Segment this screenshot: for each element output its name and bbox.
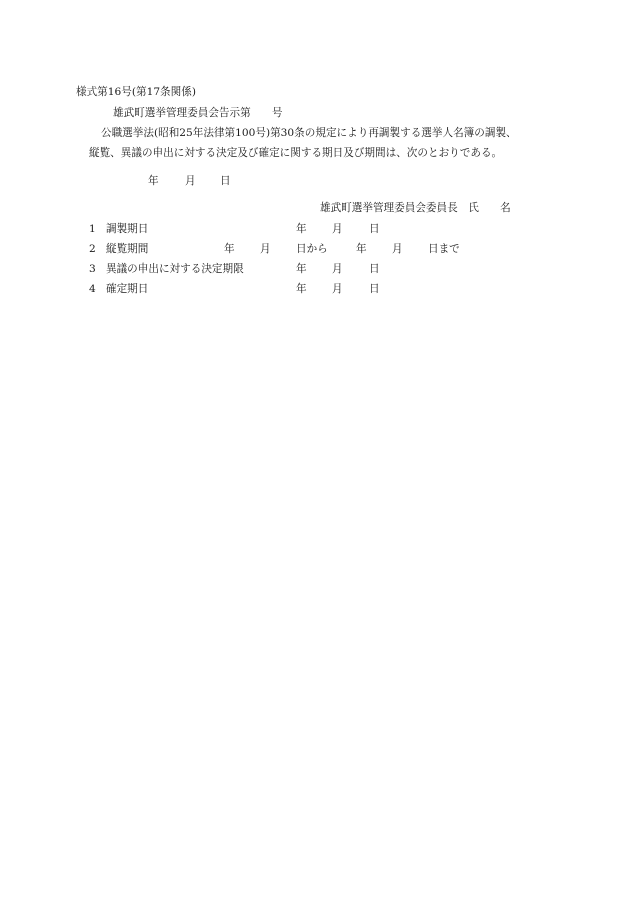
- item-4-number: 4: [89, 283, 96, 295]
- item-2-to-month: 月: [392, 243, 403, 255]
- item-2-from-year: 年: [224, 243, 235, 255]
- item-1-month: 月: [332, 223, 343, 235]
- item-3-day: 日: [369, 263, 380, 275]
- item-1-day: 日: [369, 223, 380, 235]
- body-text-line-1: 公職選挙法(昭和25年法律第100号)第30条の規定により再調製する選挙人名簿の調製、: [101, 127, 517, 139]
- item-3-number: 3: [89, 263, 96, 275]
- item-1-label: 調製期日: [106, 223, 149, 235]
- notice-date-year: 年: [148, 175, 159, 187]
- item-2-label: 縦覧期間: [106, 243, 149, 255]
- item-4-label: 確定期日: [106, 283, 149, 295]
- item-4-year: 年: [296, 283, 307, 295]
- body-text-line-2: 縦覧、異議の申出に対する決定及び確定に関する期日及び期間は、次のとおりである。: [89, 147, 503, 159]
- item-2-from-month: 月: [260, 243, 271, 255]
- notice-date-day: 日: [220, 175, 231, 187]
- item-3-label: 異議の申出に対する決定期限: [106, 263, 244, 275]
- notice-title: 雄武町選挙管理委員会告示第 号: [113, 107, 283, 119]
- item-1-number: 1: [89, 223, 96, 235]
- item-1-year: 年: [296, 223, 307, 235]
- item-3-month: 月: [332, 263, 343, 275]
- form-number: 様式第16号(第17条関係): [76, 86, 196, 98]
- item-2-to-year: 年: [356, 243, 367, 255]
- item-2-to-day: 日まで: [428, 243, 460, 255]
- item-4-day: 日: [369, 283, 380, 295]
- item-2-from-day: 日から: [296, 243, 328, 255]
- item-3-year: 年: [296, 263, 307, 275]
- signature-line: 雄武町選挙管理委員会委員長 氏 名: [320, 202, 511, 214]
- item-4-month: 月: [332, 283, 343, 295]
- item-2-number: 2: [89, 243, 96, 255]
- notice-date-month: 月: [185, 175, 196, 187]
